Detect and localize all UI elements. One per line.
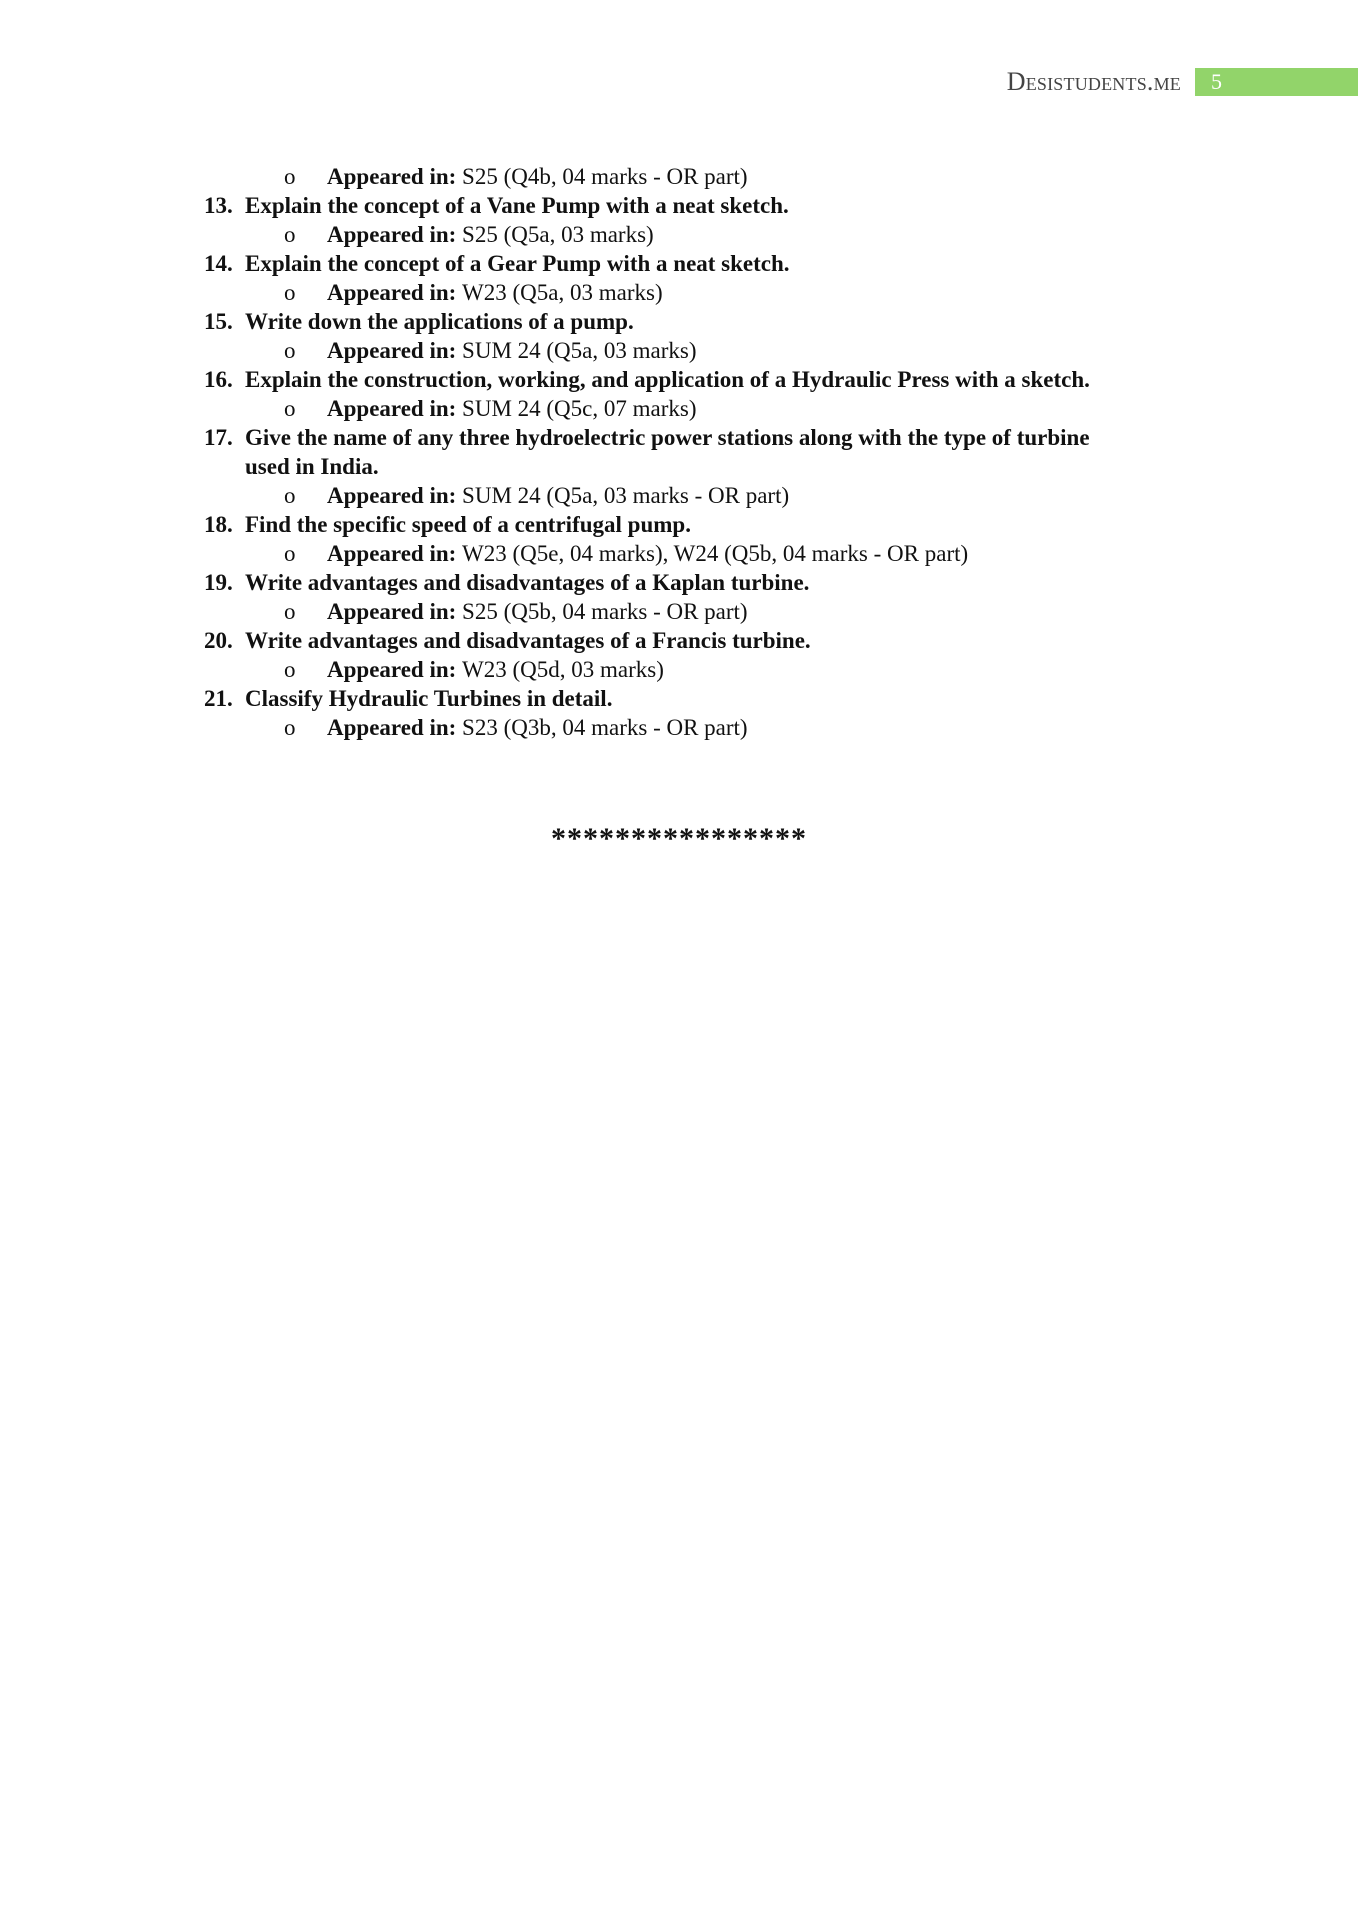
appeared-in-detail: SUM 24 (Q5c, 07 marks) [462, 396, 697, 421]
appeared-in-text [327, 656, 664, 684]
question-text: Explain the concept of a Gear Pump with a neat sketch. [245, 251, 790, 276]
end-marker: **************** [551, 822, 807, 855]
question-number: 21. [204, 686, 233, 711]
appeared-in-detail: S25 (Q4b, 04 marks - OR part) [462, 164, 748, 189]
appeared-in-label: Appeared in: [327, 483, 457, 508]
bullet-marker: o [284, 483, 296, 508]
bullet-marker: o [284, 541, 296, 566]
question-text: Write advantages and disadvantages of a Francis turbine. [245, 628, 811, 653]
appeared-in-detail: SUM 24 (Q5a, 03 marks - OR part) [462, 483, 790, 508]
question-text: Write advantages and disadvantages of a Kaplan turbine. [245, 570, 810, 595]
question-text: Give the name of any three hydroelectric power stations along with the type of turbine [245, 425, 1090, 450]
appeared-in-label: Appeared in: [327, 657, 457, 682]
appeared-in-label: Appeared in: [327, 164, 457, 189]
appeared-in-detail: S23 (Q3b, 04 marks - OR part) [462, 715, 748, 740]
question-text: used in India. [245, 454, 379, 479]
appeared-in-detail: W23 (Q5e, 04 marks), W24 (Q5b, 04 marks - OR part) [462, 541, 969, 566]
bullet-marker: o [284, 164, 296, 189]
appeared-in-text [327, 540, 968, 568]
appeared-in-detail: S25 (Q5a, 03 marks) [462, 222, 654, 247]
bullet-marker: o [284, 599, 296, 624]
appeared-in-detail: W23 (Q5d, 03 marks) [462, 657, 664, 682]
question-text: Explain the construction, working, and application of a Hydraulic Press with a sketch. [245, 367, 1090, 392]
question-number: 16. [204, 367, 233, 392]
question-number: 13. [204, 193, 233, 218]
question-text: Explain the concept of a Vane Pump with a neat sketch. [245, 193, 789, 218]
question-number: 14. [204, 251, 233, 276]
appeared-in-detail: SUM 24 (Q5a, 03 marks) [462, 338, 697, 363]
appeared-in-text [327, 279, 663, 307]
page-header [1007, 68, 1358, 96]
page-number-badge: 5 [1195, 68, 1358, 96]
question-number: 20. [204, 628, 233, 653]
appeared-in-label: Appeared in: [327, 599, 457, 624]
bullet-marker: o [284, 657, 296, 682]
question-number: 19. [204, 570, 233, 595]
bullet-marker: o [284, 222, 296, 247]
site-name: Desistudents.me [1006, 67, 1181, 96]
appeared-in-text [327, 163, 748, 191]
question-text: Find the specific speed of a centrifugal pump. [245, 512, 691, 537]
appeared-in-detail: S25 (Q5b, 04 marks - OR part) [462, 599, 748, 624]
bullet-marker: o [284, 715, 296, 740]
appeared-in-label: Appeared in: [327, 715, 457, 740]
appeared-in-label: Appeared in: [327, 396, 457, 421]
appeared-in-detail: W23 (Q5a, 03 marks) [462, 280, 663, 305]
question-number: 18. [204, 512, 233, 537]
appeared-in-text [327, 221, 654, 249]
appeared-in-text [327, 395, 697, 423]
question-text: Write down the applications of a pump. [245, 309, 634, 334]
appeared-in-text [327, 598, 748, 626]
appeared-in-text [327, 337, 697, 365]
bullet-marker: o [284, 338, 296, 363]
bullet-marker: o [284, 396, 296, 421]
bullet-marker: o [284, 280, 296, 305]
question-number: 15. [204, 309, 233, 334]
appeared-in-label: Appeared in: [327, 541, 457, 566]
appeared-in-label: Appeared in: [327, 222, 457, 247]
appeared-in-label: Appeared in: [327, 280, 457, 305]
appeared-in-text [327, 714, 748, 742]
appeared-in-text [327, 482, 789, 510]
appeared-in-label: Appeared in: [327, 338, 457, 363]
question-text: Classify Hydraulic Turbines in detail. [245, 686, 613, 711]
question-number: 17. [204, 425, 233, 450]
